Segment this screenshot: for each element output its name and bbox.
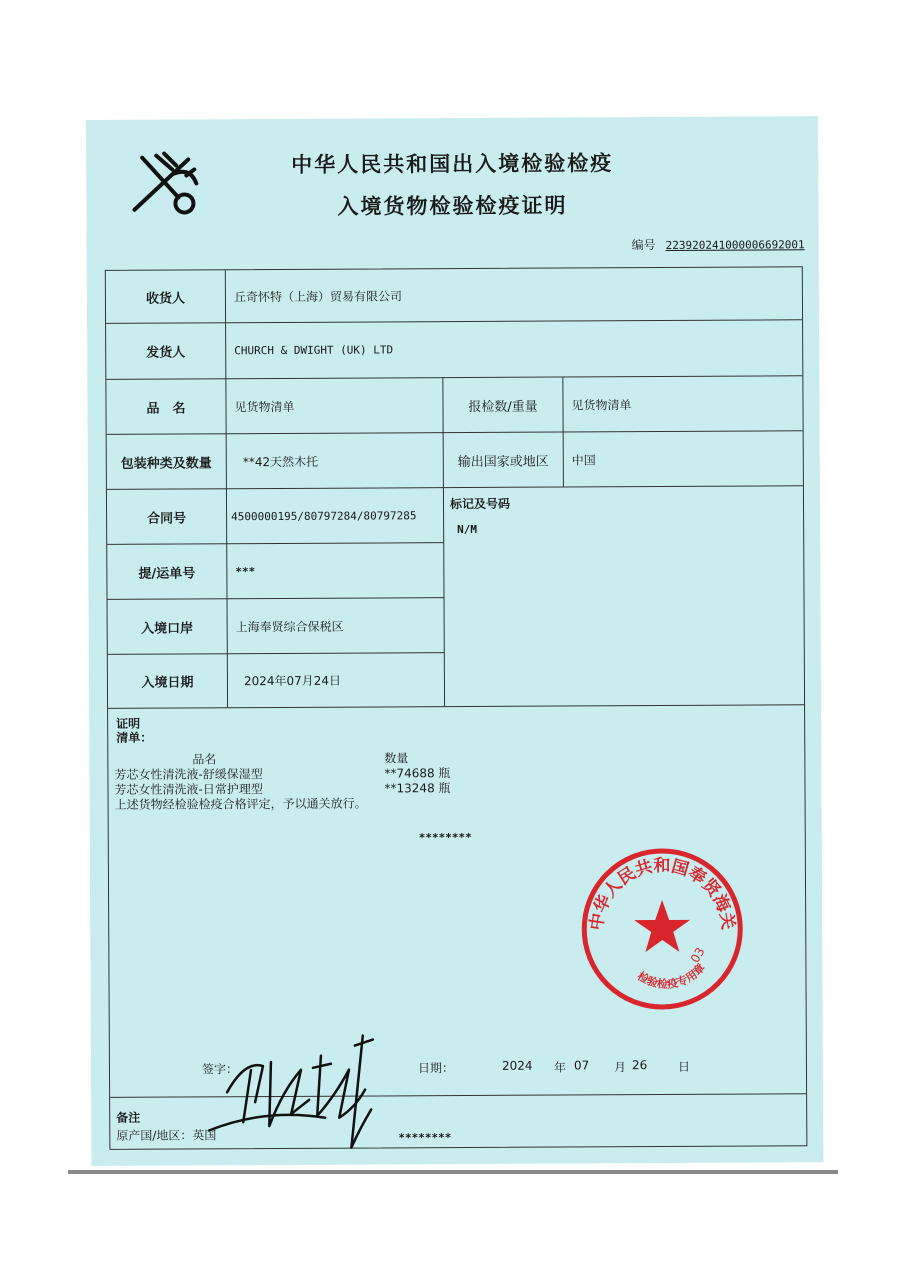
- packing-label: 包装种类及数量: [120, 455, 212, 472]
- certificate-label: 证明: [116, 716, 141, 731]
- quantity-value: 见货物清单: [571, 397, 632, 412]
- entry-date-value: 2024年07月24日: [243, 673, 342, 689]
- title-line-2: 入境货物检验检疫证明: [337, 193, 568, 219]
- certificate-number-value: 223920241000006692001: [665, 238, 805, 252]
- item-qty: **74688 瓶: [384, 766, 451, 781]
- consignor-value: CHURCH & DWIGHT (UK) LTD: [234, 343, 394, 358]
- remarks-section: [116, 1108, 216, 1145]
- remarks-stars: ********: [398, 1131, 452, 1145]
- sign-month-unit: 月: [613, 1060, 627, 1075]
- sign-year-unit: 年: [553, 1060, 567, 1075]
- star-icon: [634, 900, 690, 952]
- seal-number: 03: [687, 945, 708, 966]
- remarks-origin: 原产国/地区：英国: [116, 1128, 217, 1143]
- origin-country-value: 中国: [571, 452, 596, 467]
- remarks-label: 备注: [116, 1110, 141, 1125]
- bl-label: 提/运单号: [138, 565, 196, 582]
- port-label: 入境口岸: [141, 620, 194, 637]
- statement: 上述货物经检验检疫合格评定，予以通关放行。: [114, 796, 367, 812]
- certificate-table: [105, 266, 808, 1150]
- entry-date-label: 入境日期: [141, 675, 194, 691]
- col-name-header: 品名: [192, 752, 217, 767]
- contract-value: 4500000195/80797284/80797285: [231, 508, 417, 523]
- goods-name-value: 见货物清单: [234, 399, 295, 414]
- certificate-stars: ********: [418, 830, 472, 845]
- sign-year: 2024: [501, 1058, 533, 1073]
- col-qty-header: 数量: [384, 751, 409, 766]
- consignee-label: 收货人: [145, 290, 185, 307]
- bl-value: ***: [235, 564, 256, 578]
- sign-month: 07: [573, 1058, 590, 1073]
- port-value: 上海奉贤综合保税区: [235, 619, 344, 634]
- item-name: 芳芯女性清洗液-舒缓保湿型: [114, 767, 263, 782]
- origin-country-label: 输出国家或地区: [457, 454, 549, 470]
- certificate-paper: [86, 116, 823, 1166]
- contract-label: 合同号: [147, 510, 187, 527]
- item-qty: **13248 瓶: [384, 781, 451, 796]
- sign-label: 签字：: [201, 1062, 239, 1077]
- title-line-1: 中华人民共和国出入境检验检疫: [291, 151, 614, 177]
- page-divider: [68, 1170, 838, 1174]
- packing-value: **42天然木托: [242, 454, 319, 469]
- certificate-number-label: 编号: [631, 238, 656, 253]
- seal-subtext: 检验检疫专用章: [635, 961, 708, 992]
- list-item: [114, 781, 494, 798]
- svg-text:检验检疫专用章: [635, 960, 708, 991]
- sign-day: 26: [631, 1058, 648, 1073]
- goods-list: [114, 751, 494, 813]
- quantity-label: 报检数/重量: [468, 399, 538, 415]
- list-label: 清单：: [116, 730, 153, 745]
- marks-label: 标记及号码: [449, 496, 511, 512]
- consignor-label: 发货人: [146, 345, 186, 361]
- goods-name-label: 品 名: [146, 400, 186, 417]
- handwritten-signature: [205, 1029, 396, 1160]
- sign-day-unit: 日: [677, 1059, 691, 1074]
- item-name: 芳芯女性清洗液-日常护理型: [114, 782, 263, 797]
- marks-value: N/M: [457, 522, 478, 537]
- seal-text: 中华人民共和国奉贤海关: [586, 856, 738, 932]
- date-label: 日期：: [417, 1061, 455, 1076]
- consignee-value: 丘奇怀特（上海）贸易有限公司: [233, 288, 402, 304]
- customs-seal: [579, 846, 746, 1013]
- certificate-section: [116, 717, 152, 745]
- certificate-number: [632, 235, 805, 253]
